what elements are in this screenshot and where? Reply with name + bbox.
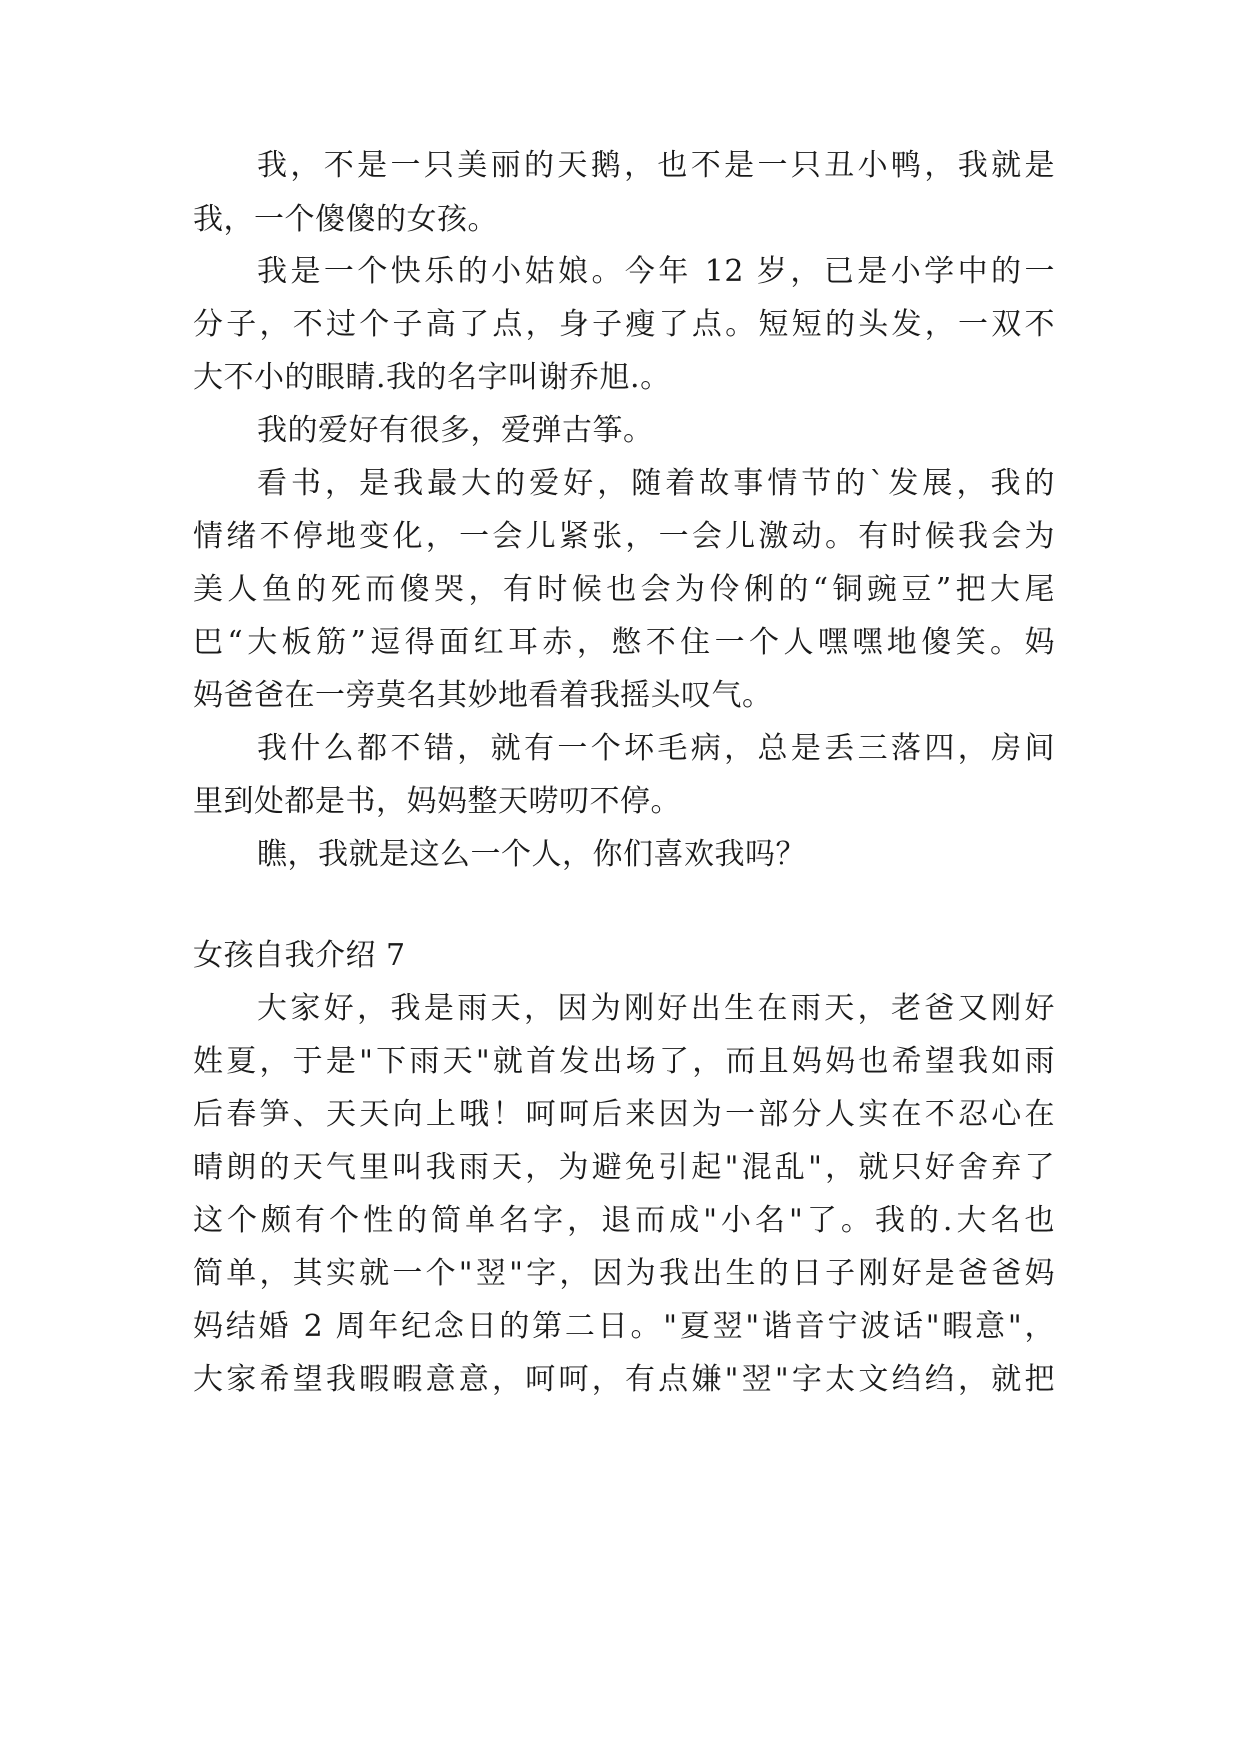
paragraph-7-line-8: 大家希望我暇暇意意，呵呵，有点嫌"翌"字太文绉绉，就把 [193,1362,1055,1397]
paragraph-7-line-5: 这个颇有个性的简单名字，退而成"小名"了。我的.大名也 [193,1203,1055,1238]
paragraph-4-line-4: 巴“大板筋”逗得面红耳赤，憋不住一个人嘿嘿地傻笑。妈 [193,625,1055,660]
paragraph-7-line-1: 大家好，我是雨天，因为刚好出生在雨天，老爸又刚好 [257,991,1055,1026]
section-heading: 女孩自我介绍 7 [193,938,406,973]
paragraph-7-line-2: 姓夏，于是"下雨天"就首发出场了，而且妈妈也希望我如雨 [193,1044,1055,1079]
paragraph-5-line-2: 里到处都是书，妈妈整天唠叨不停。 [193,784,681,819]
paragraph-2-line-2: 分子，不过个子高了点，身子瘦了点。短短的头发，一双不 [193,307,1055,342]
paragraph-1-line-1: 我，不是一只美丽的天鹅，也不是一只丑小鸭，我就是 [257,148,1055,183]
paragraph-7-line-7: 妈结婚 2 周年纪念日的第二日。"夏翌"谐音宁波话"暇意"， [193,1309,1055,1344]
paragraph-7-line-6: 简单，其实就一个"翌"字，因为我出生的日子刚好是爸爸妈 [193,1256,1055,1291]
paragraph-1-line-2: 我，一个傻傻的女孩。 [193,202,498,237]
paragraph-4-line-3: 美人鱼的死而傻哭，有时候也会为伶俐的“铜豌豆”把大尾 [193,572,1055,607]
paragraph-5-line-1: 我什么都不错，就有一个坏毛病，总是丢三落四，房间 [257,731,1055,766]
paragraph-4-line-5: 妈爸爸在一旁莫名其妙地看着我摇头叹气。 [193,678,773,713]
paragraph-2-line-1: 我是一个快乐的小姑娘。今年 12 岁，已是小学中的一 [257,254,1055,289]
paragraph-4-line-1: 看书，是我最大的爱好，随着故事情节的`发展，我的 [257,466,1055,501]
paragraph-2-line-3: 大不小的眼睛.我的名字叫谢乔旭.。 [193,360,671,395]
paragraph-7-line-4: 晴朗的天气里叫我雨天，为避免引起"混乱"，就只好舍弃了 [193,1150,1055,1185]
paragraph-4-line-2: 情绪不停地变化，一会儿紧张，一会儿激动。有时候我会为 [193,519,1055,554]
paragraph-7-line-3: 后春笋、天天向上哦！呵呵后来因为一部分人实在不忍心在 [193,1097,1055,1132]
paragraph-3-line-1: 我的爱好有很多，爱弹古筝。 [257,413,654,448]
paragraph-6-line-1: 瞧，我就是这么一个人，你们喜欢我吗？ [257,837,806,872]
